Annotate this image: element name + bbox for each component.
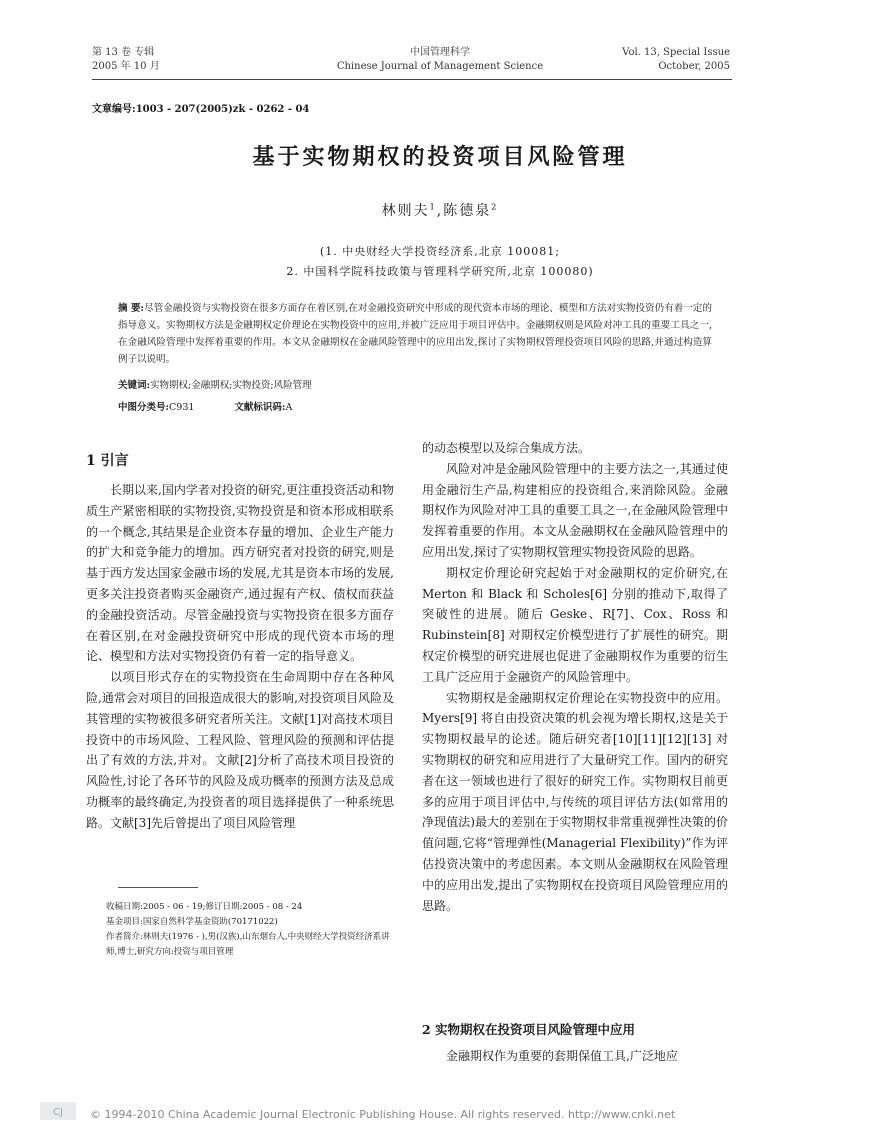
date-line-en: October, 2005 (658, 61, 730, 72)
classification-label: 中图分类号: (118, 402, 170, 413)
author-2-sup: 2 (491, 202, 499, 212)
section-1-paragraph-1: 长期以来,国内学者对投资的研究,更注重投资活动和物质生产紧密相联的实物投资,实物投资是和资本形成相联系的一个概念,其结果是企业资本存量的增加、企业生产能力的扩大和竞争能力的增加。西方研究者对投资的研究,则是基于西方发达国家金融市场的发展,尤其是资本市场的发展,更多关注投资者购买金融资产,通过握有产权、债权而获益的金融投资活动。尽管金融投资与实物投资在很多方面存在着区别,在对金融投资研究中形成的现代资本市场的理论、模型和方法对实物投资仍有着一定的指导意义。 (86, 483, 394, 664)
journal-name-cn: 中国管理科学 (410, 47, 470, 58)
section-2-heading: 2 实物期权在投资项目风险管理中应用 (422, 1022, 636, 1037)
right-paragraph-2: 风险对冲是金融风险管理中的主要方法之一,其通过使用金融衍生产品,构建相应的投资组合,来消除风险。金融期权作为风险对冲工具的重要工具之一,在金融风险管理中发挥着重要的作用。本文从金融期权在金融风险管理中的应用出发,探讨了实物期权管理实物投资风险的思路。 (422, 461, 728, 559)
right-paragraph-1: 的动态模型以及综合集成方法。 (422, 441, 591, 455)
section-2-body (422, 1046, 728, 1067)
paper-title: 基于实物期权的投资项目风险管理 (252, 144, 628, 170)
volume-line-en: Vol. 13, Special Issue (622, 47, 730, 58)
doc-code: A (285, 402, 293, 413)
abstract-text: 尽管金融投资与实物投资在很多方面存在着区别,在对金融投资研究中形成的现代资本市场的理论、模型和方法对实物投资仍有着一定的指导意义。实物期权方法是金融期权定价理论在实物投资中的应用,并被广泛应用于项目评估中。金融期权则是风险对冲工具的重要工具之一,在金融风险管理中发挥着重要的作用。本文从金融期权在金融风险管理中的应用出发,探讨了实物期权管理投资项目风险的思路,并通过构造算例子以说明。 (118, 303, 712, 365)
volume-line: 第 13 卷 专辑 (92, 47, 155, 58)
right-paragraph-4: 实物期权是金融期权定价理论在实物投资中的应用。Myers[9] 将自由投资决策的机会视为增长期权,这是关于实物期权最早的论述。随后研究者[10][11][12][13] 对实物期权的研究和应用进行了大量研究工作。国内的研究者在这一领域也进行了很好的研究工作。实物期权目前更多的应用于项目评估中,与传统的项目评估方法(如常用的净现值法)最大的差别在于实物期权非常重视弹性决策的价值问题,它将“管理弹性(Managerial Flexibility)”作为评估投资决策中的考虑因素。本文则从金融期权在风险管理中的应用出发,提出了实物期权在投资项目风险管理应用的思路。 (422, 690, 728, 913)
journal-name-en: Chinese Journal of Management Science (336, 61, 544, 72)
footnote-received: 收稿日期:2005 - 06 - 19;修订日期:2005 - 08 - 24 (106, 902, 303, 912)
keywords (118, 377, 312, 391)
author-separator: , (436, 203, 444, 219)
keywords-text: 实物期权;金融期权;实物投资;风险管理 (150, 380, 312, 391)
right-column (422, 438, 728, 916)
author-1-sup: 1 (429, 202, 437, 212)
right-paragraph-3: 期权定价理论研究起始于对金融期权的定价研究,在 Merton 和 Black 和 Scholes[6] 分别的推动下,取得了突破性的进展。随后 Geske、R[7]、Cox、Ross 和 Rubinstein[8] 对期权定价模型进行了扩展性的研究。期权定价模型的研究进展也促进了金融期权作为重要的衍生工具广泛应用于金融资产的风险管理中。 (422, 565, 728, 684)
svg-text:CJ: CJ (53, 1107, 63, 1118)
keywords-label: 关键词: (118, 380, 151, 391)
header-divider (92, 79, 732, 80)
article-number: 文章编号:1003 - 207(2005)zk - 0262 - 04 (92, 104, 310, 115)
cnki-logo-icon (40, 1102, 76, 1120)
classification (118, 399, 292, 413)
author-1: 林则夫 (381, 203, 430, 219)
affiliation-2: 2. 中国科学院科技政策与管理科学研究所,北京 100080) (286, 265, 594, 278)
journal-name (290, 46, 590, 74)
footnote-author-bio: 作者简介:林则夫(1976 - ),男(汉族),山东烟台人,中央财经大学投资经济系讲师,博士,研究方向:投资与项目管理 (106, 932, 390, 957)
abstract (118, 300, 712, 368)
footnote-divider (118, 887, 198, 888)
copyright-footer: © 1994-2010 China Academic Journal Electronic Publishing House. All rights reserved. http://www.cnki.net (90, 1108, 676, 1121)
journal-volume-info (92, 46, 160, 74)
author-line (0, 200, 880, 220)
affiliation-1: (1. 中央财经大学投资经济系,北京 100081; (320, 245, 560, 258)
abstract-label: 摘 要: (118, 303, 145, 314)
section-2-first-line: 金融期权作为重要的套期保值工具,广泛地应 (446, 1049, 678, 1063)
section-1-heading: 1 引言 (86, 453, 129, 469)
classification-code: C931 (169, 402, 195, 413)
left-column (86, 480, 394, 834)
doc-code-label: 文献标识码: (234, 402, 286, 413)
author-2: 陈德泉 (443, 203, 492, 219)
footnotes (106, 900, 398, 960)
section-1-paragraph-2: 以项目形式存在的实物投资在生命周期中存在各种风险,通常会对项目的回报造成很大的影响,对投资项目风险及其管理的实物被很多研究者所关注。文献[1]对高技术项目投资中的市场风险、工程风险、管理风险的预测和评估提出了有效的方法,并对。文献[2]分析了高技术项目投资的风险性,讨论了各环节的风险及成功概率的预测方法及总成功概率的最终确定,为投资者的项目选择提供了一种系统思路。文献[3]先后曾提出了项目风险管理 (86, 670, 394, 830)
journal-volume-info-en (622, 46, 730, 74)
date-line: 2005 年 10 月 (92, 61, 160, 72)
footnote-funding: 基金项目:国家自然科学基金资助(70171022) (106, 917, 278, 927)
